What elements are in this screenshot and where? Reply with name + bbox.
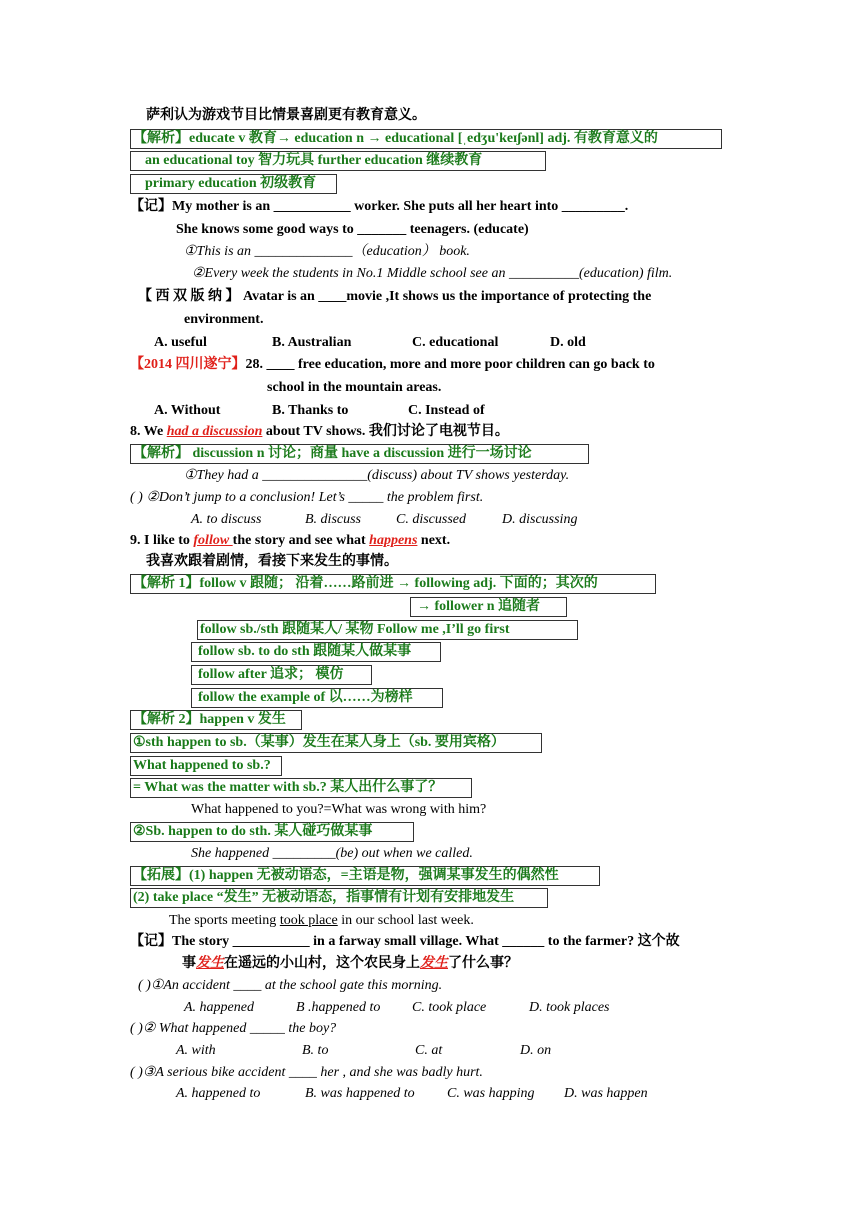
s9-keyword-happens: happens [369,533,418,548]
answer-blank: ( ) [130,1021,143,1036]
analysis-box-follow-after: follow after 追求； 模仿 [191,665,372,685]
s8-exercise-2 [130,489,483,507]
option-b: B. Australian [272,335,352,350]
s8-option-a: A. to discuss [191,512,262,527]
s8-exercise-1: ①They had a _______________(discuss) about TV shows yesterday. [184,468,570,483]
sentence-9 [130,532,450,550]
memo-mid: 在遥远的小山村，这个农民身上 [224,956,420,971]
q1-option-c: C. took place [412,1000,487,1015]
s8-option-c: C. discussed [396,512,466,527]
q1-option-d: D. took places [529,1000,610,1015]
s9-memo-line-2 [182,955,518,973]
option-a: A. useful [154,335,207,350]
q1-option-b: B .happened to [296,1000,381,1015]
analysis-box-happen: 【解析 2】happen v 发生 [130,710,302,730]
s8-post: about TV shows. 我们讨论了电视节目。 [262,424,509,439]
translation-line: 萨利认为游戏节目比情景喜剧更有教育意义。 [146,108,426,123]
s8-keyword: had a discussion [166,424,263,439]
sn-option-b: B. Thanks to [272,403,349,418]
s9-exercise-1 [138,977,442,995]
s9-exercise-3-text: ③A serious bike accident ____ her , and she was badly hurt. [142,1065,483,1080]
suining-question-text: 28. ____ free education, more and more poor children can go back to [245,357,655,372]
exercise-2: ②Every week the students in No.1 Middle school see an __________(education) film. [192,266,673,281]
analysis-box-primary-education: primary education 初级教育 [130,174,337,194]
s9-keyword-follow: follow [193,533,233,548]
suining-question-cont: school in the mountain areas. [267,380,442,395]
s9-exercise-2 [130,1020,336,1038]
q3-option-a: A. happened to [176,1086,261,1101]
q2-option-a: A. with [176,1043,216,1058]
q2-option-d: D. on [520,1043,552,1058]
s9-exercise-3 [130,1064,483,1082]
s8-option-b: B. discuss [305,512,361,527]
analysis-box-follower: → follower n 追随者 [410,597,567,617]
option-d: D. old [550,335,586,350]
ex3-pre: The sports meeting [169,913,280,928]
s9-memo-line: 【记】The story ___________ in a farway small village. What ______ to the farmer? 这个故 [130,934,680,949]
s9-pre: 9. I like to [130,533,194,548]
s8-option-d: D. discussing [502,512,578,527]
answer-blank: ( ) [130,1065,143,1080]
memo-post: 了什么事？ [448,956,518,971]
analysis-box-follow-sb: follow sb./sth 跟随某人/ 某物 Follow me ,I’ll go first [197,620,578,640]
example-took-place [169,912,474,930]
memo-line-2: She knows some good ways to _______ teenagers. (educate) [176,222,529,237]
memo-keyword-1: 发生 [196,956,224,971]
xishuangbanna-question: 【 西 双 版 纳 】 Avatar is an ____movie ,It shows us the importance of protecting the [138,289,652,304]
suining-question [130,356,655,374]
example-she-happened: She happened _________(be) out when we called. [191,846,473,861]
analysis-box-follow: 【解析 1】follow v 跟随； 沿着……路前进 → following adj. 下面的；其次的 [130,574,656,594]
s8-exercise-2-text: ②Don’t jump to a conclusion! Let’s _____ the problem first. [146,490,484,505]
analysis-box-educational-toy: an educational toy 智力玩具 further education 继续教育 [130,151,546,171]
sn-option-c: C. Instead of [408,403,485,418]
extension-box-take-place: (2) take place “发生” 无被动语态，指事情有计划有安排地发生 [130,888,548,908]
memo-line: 【记】My mother is an ___________ worker. She puts all her heart into _________. [130,199,629,214]
example-what-happened: What happened to you?=What was wrong with him? [191,802,487,817]
option-c: C. educational [412,335,499,350]
q2-option-c: C. at [415,1043,443,1058]
sentence-8 [130,423,509,441]
q3-option-d: D. was happen [564,1086,648,1101]
s9-exercise-2-text: ② What happened _____ the boy? [142,1021,337,1036]
answer-blank: ( ) [138,978,151,993]
ex3-post: in our school last week. [337,913,474,928]
q3-option-c: C. was happing [447,1086,535,1101]
ex3-underlined: took place [279,913,338,928]
q1-option-a: A. happened [184,1000,254,1015]
analysis-box-what-matter: = What was the matter with sb.? 某人出什么事了？ [130,778,472,798]
s9-mid: the story and see what [232,533,370,548]
memo-pre: 事 [182,956,196,971]
xishuangbanna-question-cont: environment. [184,312,264,327]
memo-keyword-2: 发生 [420,956,448,971]
analysis-box-discussion: 【解析】 discussion n 讨论；商量 have a discussion 进行一场讨论 [130,444,589,464]
sn-option-a: A. Without [154,403,221,418]
exam-source-tag: 【2014 四川遂宁】 [130,357,246,372]
answer-blank: ( ) [130,490,143,505]
analysis-box-educate: 【解析】educate v 教育→ education n → educational [ˌedʒu'keɪʃənl] adj. 有教育意义的 [130,129,722,149]
s9-exercise-1-text: ①An accident ____ at the school gate this morning. [150,978,443,993]
analysis-box-sth-happen: ①sth happen to sb.（某事）发生在某人身上（sb. 要用宾格） [130,733,542,753]
q2-option-b: B. to [302,1043,329,1058]
q3-option-b: B. was happened to [305,1086,415,1101]
s9-translation: 我喜欢跟着剧情，看接下来发生的事情。 [146,554,398,569]
s9-post: next. [417,533,451,548]
extension-box-happen: 【拓展】(1) happen 无被动语态，=主语是物，强调某事发生的偶然性 [130,866,600,886]
s8-pre: 8. We [130,424,167,439]
analysis-box-sb-happen: ②Sb. happen to do sth. 某人碰巧做某事 [130,822,414,842]
analysis-box-follow-sb-to-do: follow sb. to do sth 跟随某人做某事 [191,642,441,662]
analysis-box-what-happened: What happened to sb.? [130,756,282,776]
exercise-1: ①This is an ______________（education） book. [184,244,470,259]
analysis-box-follow-example: follow the example of 以……为榜样 [191,688,443,708]
